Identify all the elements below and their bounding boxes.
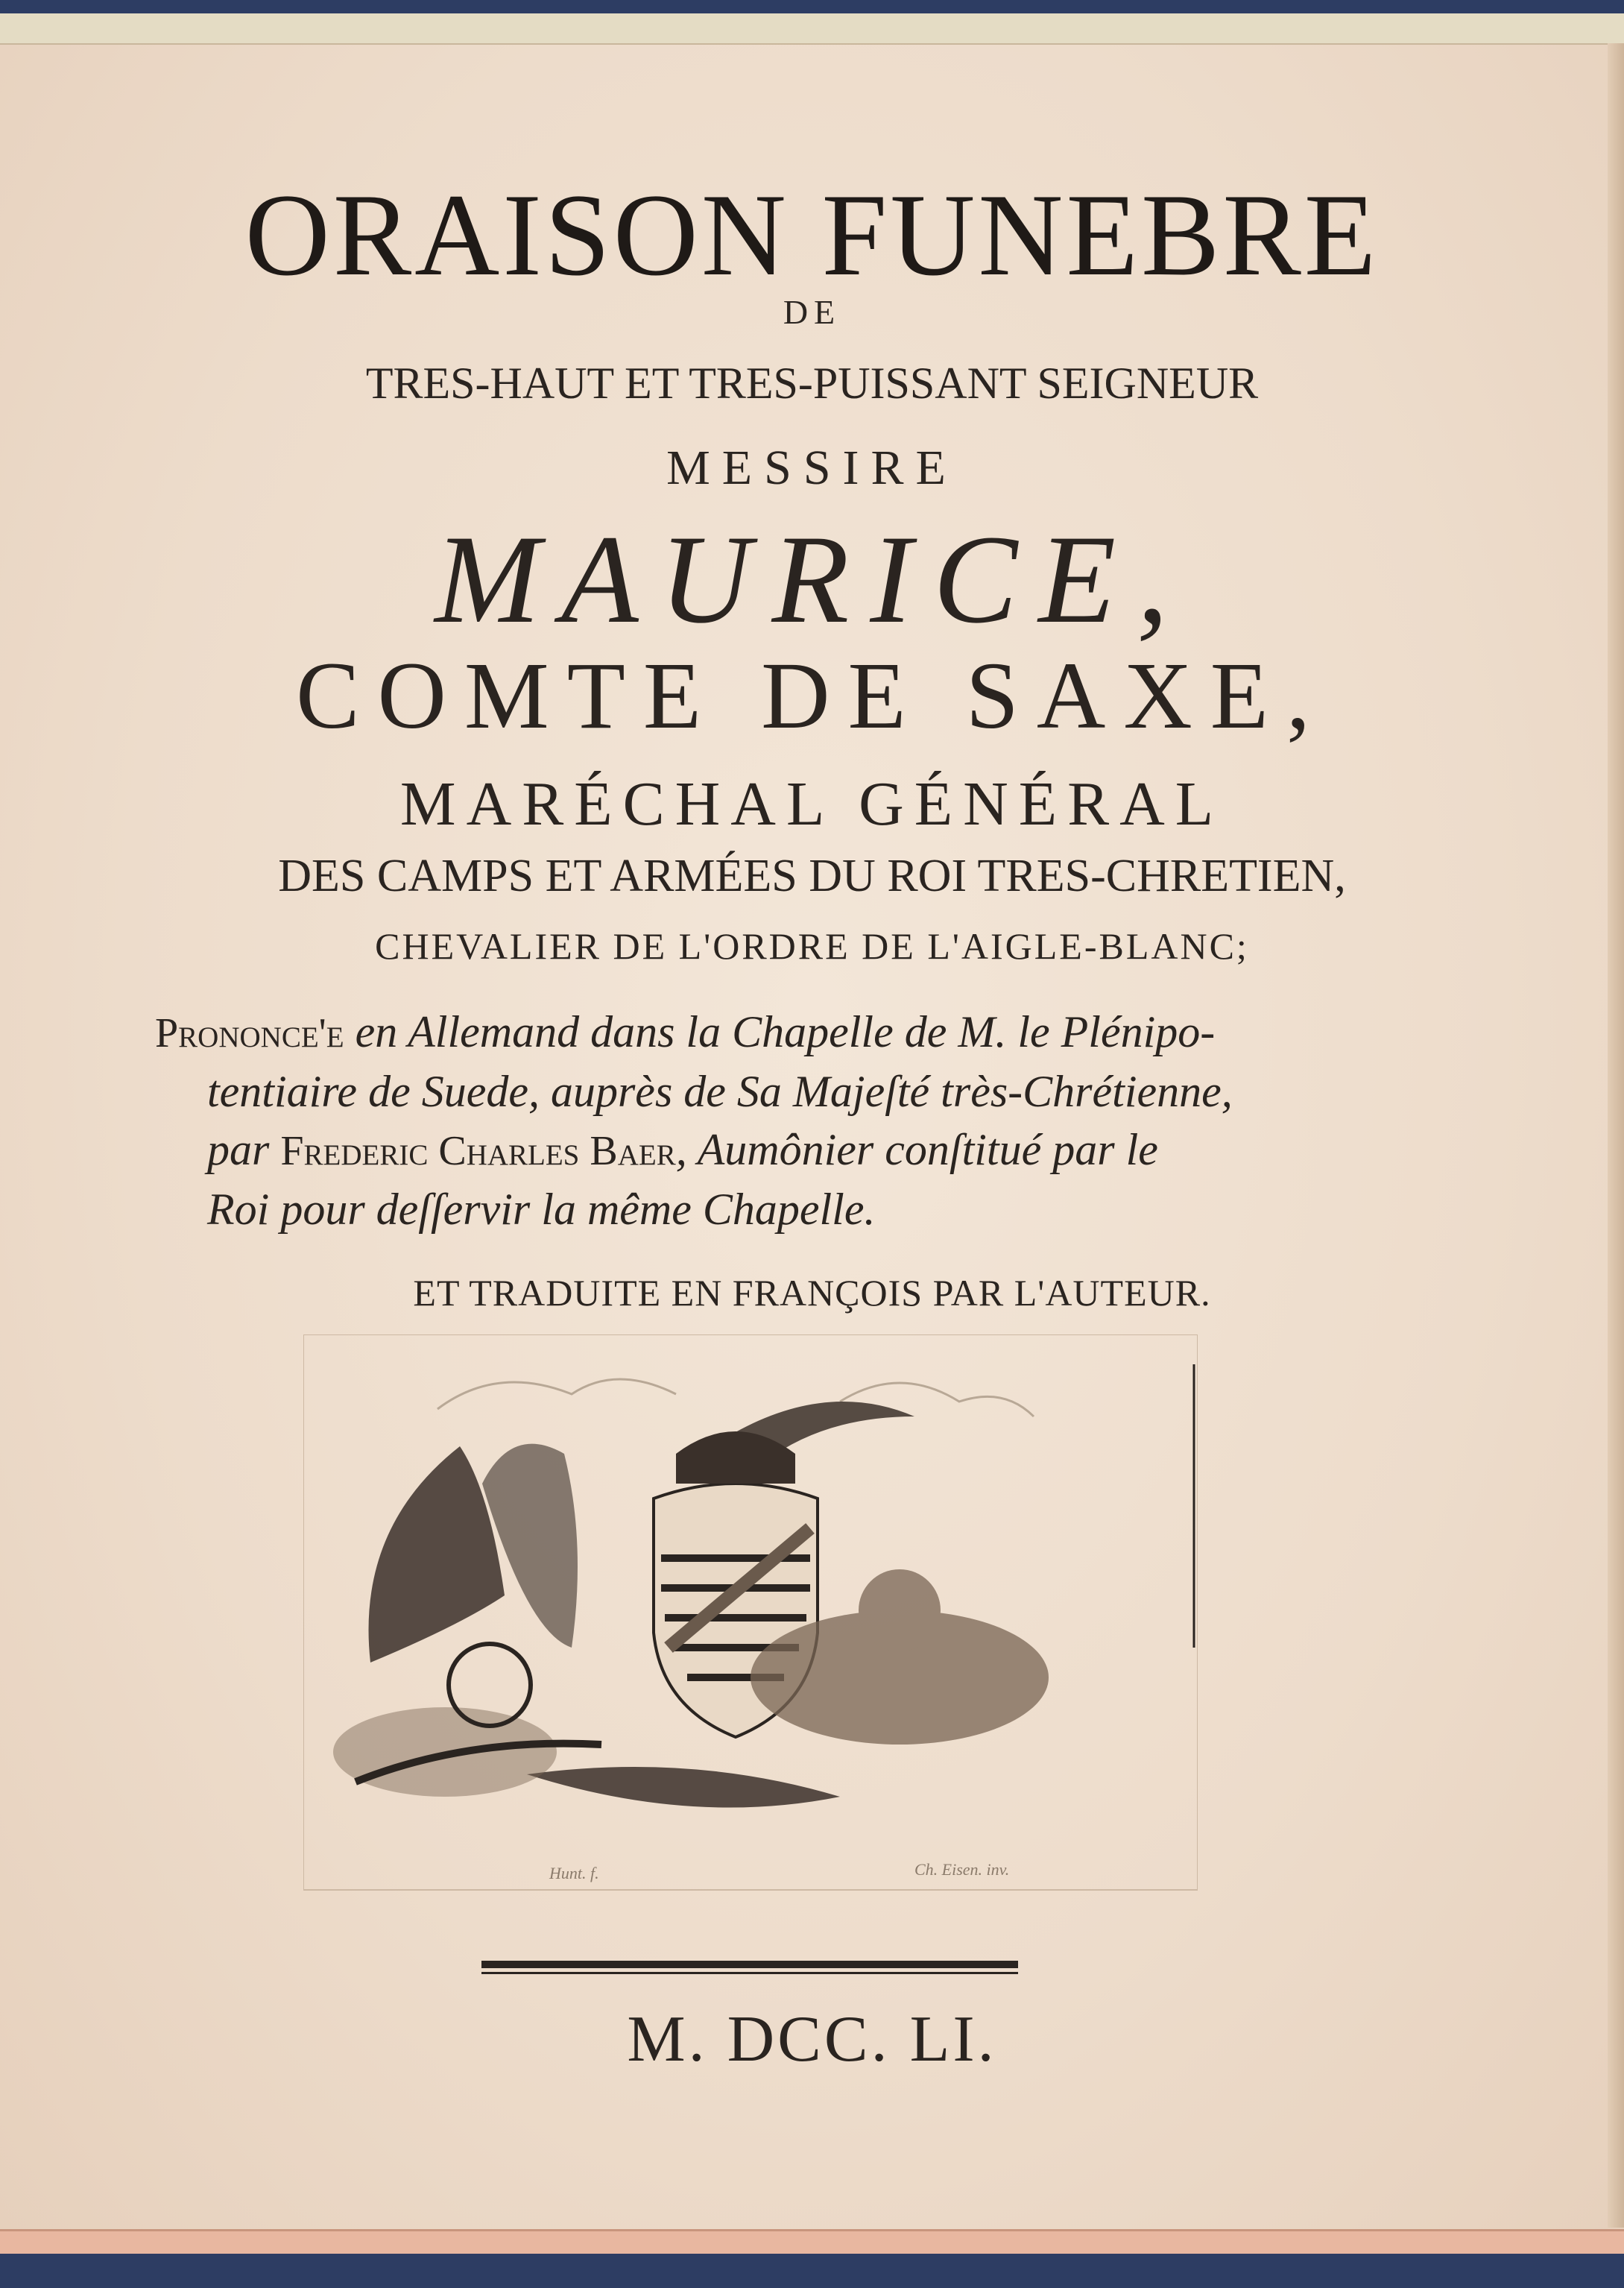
subtitle: TRES-HAUT ET TRES-PUISSANT SEIGNEUR — [365, 359, 1259, 408]
chevalier-line: CHEVALIER DE L'ORDRE DE L'AIGLE-BLANC; — [375, 925, 1249, 967]
messire-line: MESSIRE — [666, 441, 958, 495]
para-line-1: en Allemand dans la Chapelle de M. le Plénipo- — [344, 1007, 1216, 1056]
designer-signature: Ch. Eisen. inv. — [914, 1860, 1010, 1879]
rank-line: MARÉCHAL GÉNÉRAL — [399, 769, 1225, 839]
author-name: Frederic Charles Baer — [280, 1128, 676, 1174]
para-line-4: Roi pour deſſervir la même Chapelle. — [207, 1185, 876, 1234]
de-line: DE — [783, 293, 841, 331]
thin-rule — [481, 1972, 1018, 1974]
bottom-border — [0, 2229, 1624, 2254]
publication-date: M. DCC. LI. — [627, 2003, 997, 2076]
top-border — [0, 13, 1624, 45]
para-line-3b: , Aumônier conſtitué par le — [675, 1125, 1158, 1174]
thick-rule — [481, 1961, 1018, 1968]
para-line-3a: par — [207, 1125, 281, 1174]
engraver-signature: Hunt. f. — [549, 1864, 599, 1882]
main-title: ORAISON FUNEBRE — [244, 170, 1380, 300]
engraving-vignette — [303, 1334, 1198, 1894]
pronounced-word: Prononce'e — [155, 1010, 344, 1056]
subject-name: MAURICE, — [435, 509, 1189, 649]
imprint-paragraph — [155, 1003, 1333, 1238]
camps-line: DES CAMPS ET ARMÉES DU ROI TRES-CHRETIEN, — [278, 851, 1346, 901]
translation-line: ET TRADUITE EN FRANÇOIS PAR L'AUTEUR. — [413, 1272, 1211, 1314]
para-line-2: tentiaire de Suede, auprès de Sa Majeſté très-Chrétienne, — [207, 1067, 1233, 1116]
comte-line: COMTE DE SAXE, — [296, 643, 1328, 749]
